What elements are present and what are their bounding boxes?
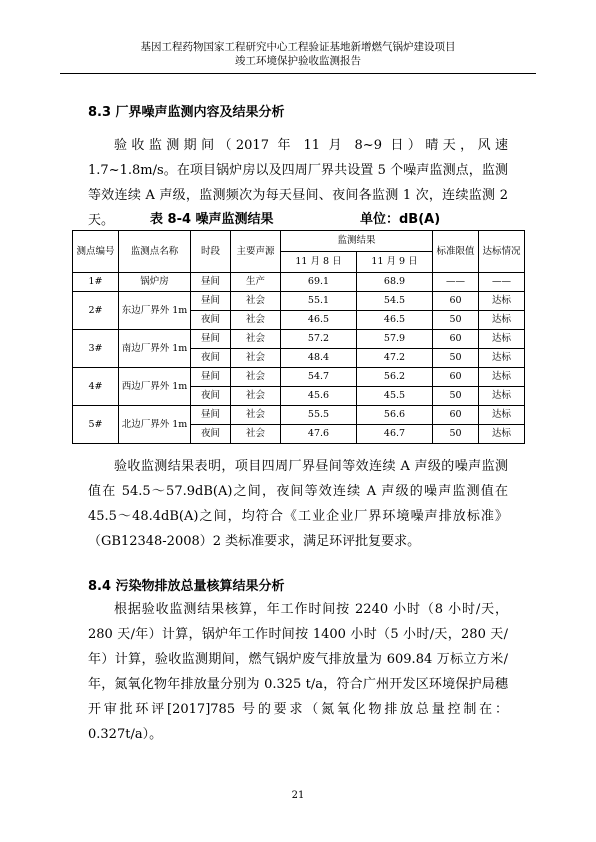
section-8-4-heading: 8.4 污染物排放总量核算结果分析 bbox=[88, 579, 285, 594]
table-row bbox=[73, 330, 525, 349]
standard-limit: 50 bbox=[433, 425, 479, 444]
main-source: 社会 bbox=[231, 292, 281, 311]
table-row bbox=[73, 368, 525, 387]
compliance: 达标 bbox=[479, 311, 525, 330]
table-unit: 单位：dB(A) bbox=[360, 212, 441, 227]
header-period: 时段 bbox=[191, 231, 231, 273]
compliance: 达标 bbox=[479, 368, 525, 387]
value-day1: 46.5 bbox=[281, 311, 357, 330]
point-no: 4# bbox=[73, 368, 119, 406]
header-title-line2: 竣工环境保护验收监测报告 bbox=[235, 55, 361, 67]
compliance: 达标 bbox=[479, 330, 525, 349]
point-name: 锅炉房 bbox=[119, 273, 191, 292]
point-name: 北边厂界外 1m bbox=[119, 406, 191, 444]
header-point-no: 测点编号 bbox=[73, 231, 119, 273]
main-source: 社会 bbox=[231, 349, 281, 368]
standard-limit: —— bbox=[433, 273, 479, 292]
table-row bbox=[73, 273, 525, 292]
running-header bbox=[60, 40, 536, 68]
value-day2: 54.5 bbox=[357, 292, 433, 311]
value-day1: 69.1 bbox=[281, 273, 357, 292]
compliance: 达标 bbox=[479, 349, 525, 368]
standard-limit: 50 bbox=[433, 387, 479, 406]
compliance: 达标 bbox=[479, 406, 525, 425]
standard-limit: 50 bbox=[433, 311, 479, 330]
header-point-name: 监测点名称 bbox=[119, 231, 191, 273]
value-day1: 48.4 bbox=[281, 349, 357, 368]
header-divider bbox=[60, 73, 536, 74]
value-day1: 45.6 bbox=[281, 387, 357, 406]
period: 夜间 bbox=[191, 349, 231, 368]
value-day1: 55.1 bbox=[281, 292, 357, 311]
noise-results-table bbox=[72, 230, 525, 444]
point-name: 东边厂界外 1m bbox=[119, 292, 191, 330]
main-source: 社会 bbox=[231, 368, 281, 387]
header-compliance: 达标情况 bbox=[479, 231, 525, 273]
value-day2: 46.5 bbox=[357, 311, 433, 330]
header-day1: 11 月 8 日 bbox=[281, 252, 357, 273]
header-results: 监测结果 bbox=[281, 231, 433, 252]
period: 夜间 bbox=[191, 425, 231, 444]
header-standard: 标准限值 bbox=[433, 231, 479, 273]
header-day2: 11 月 9 日 bbox=[357, 252, 433, 273]
value-day2: 45.5 bbox=[357, 387, 433, 406]
intro-paragraph: 验收监测期间（2017 年 11 月 8~9 日）晴天，风速 1.7~1.8m/s。在项目锅炉房以及四周厂界共设置 5 个噪声监测点，监测等效连续 A 声级，监测频次为每天昼间、夜间各监测 1 次，连续监测 2 天。 bbox=[88, 138, 508, 228]
standard-limit: 50 bbox=[433, 349, 479, 368]
value-day2: 68.9 bbox=[357, 273, 433, 292]
point-name: 南边厂界外 1m bbox=[119, 330, 191, 368]
table-row bbox=[73, 406, 525, 425]
point-no: 1# bbox=[73, 273, 119, 292]
period: 昼间 bbox=[191, 292, 231, 311]
standard-limit: 60 bbox=[433, 330, 479, 349]
main-source: 社会 bbox=[231, 330, 281, 349]
period: 夜间 bbox=[191, 311, 231, 330]
header-title-line1: 基因工程药物国家工程研究中心工程验证基地新增燃气锅炉建设项目 bbox=[140, 41, 456, 53]
main-source: 生产 bbox=[231, 273, 281, 292]
table-caption bbox=[150, 208, 460, 227]
point-no: 5# bbox=[73, 406, 119, 444]
standard-limit: 60 bbox=[433, 406, 479, 425]
value-day2: 47.2 bbox=[357, 349, 433, 368]
value-day2: 57.9 bbox=[357, 330, 433, 349]
value-day1: 54.7 bbox=[281, 368, 357, 387]
standard-limit: 60 bbox=[433, 292, 479, 311]
page-number: 21 bbox=[291, 790, 305, 801]
main-source: 社会 bbox=[231, 311, 281, 330]
value-day2: 46.7 bbox=[357, 425, 433, 444]
period: 昼间 bbox=[191, 406, 231, 425]
value-day1: 57.2 bbox=[281, 330, 357, 349]
main-source: 社会 bbox=[231, 387, 281, 406]
emission-paragraph: 根据验收监测结果核算，年工作时间按 2240 小时（8 小时/天，280 天/年）计算，锅炉年工作时间按 1400 小时（5 小时/天，280 天/年）计算，验收监测期间，燃气锅炉废气排放量为 609.84 万标立方米/年，氮氧化物年排放量分别为 0.325 t/a，符合广州开发区环境保护局穗开审批环评[2017]785 号的要求（氮氧化物排放总量控制在：0.327t/a）。 bbox=[88, 602, 508, 742]
compliance: 达标 bbox=[479, 425, 525, 444]
period: 昼间 bbox=[191, 273, 231, 292]
period: 昼间 bbox=[191, 330, 231, 349]
value-day2: 56.6 bbox=[357, 406, 433, 425]
point-name: 西边厂界外 1m bbox=[119, 368, 191, 406]
section-8-3-conclusion bbox=[88, 454, 508, 554]
point-no: 3# bbox=[73, 330, 119, 368]
point-no: 2# bbox=[73, 292, 119, 330]
compliance: —— bbox=[479, 273, 525, 292]
value-day1: 55.5 bbox=[281, 406, 357, 425]
table-title: 表 8-4 噪声监测结果 bbox=[150, 212, 274, 227]
value-day2: 56.2 bbox=[357, 368, 433, 387]
compliance: 达标 bbox=[479, 387, 525, 406]
header-main-source: 主要声源 bbox=[231, 231, 281, 273]
compliance: 达标 bbox=[479, 292, 525, 311]
conclusion-paragraph: 验收监测结果表明，项目四周厂界昼间等效连续 A 声级的噪声监测值在 54.5～57.9dB(A)之间，夜间等效连续 A 声级的噪声监测值在 45.5～48.4dB(A)之间，均符合《工业企业厂界环境噪声排放标准》（GB12348-2008）2 类标准要求，满足环评批复要求。 bbox=[88, 459, 508, 549]
section-8-4-body bbox=[88, 597, 508, 747]
section-8-3-heading: 8.3 厂界噪声监测内容及结果分析 bbox=[88, 105, 285, 120]
value-day1: 47.6 bbox=[281, 425, 357, 444]
main-source: 社会 bbox=[231, 406, 281, 425]
period: 昼间 bbox=[191, 368, 231, 387]
table-row bbox=[73, 292, 525, 311]
standard-limit: 60 bbox=[433, 368, 479, 387]
period: 夜间 bbox=[191, 387, 231, 406]
main-source: 社会 bbox=[231, 425, 281, 444]
